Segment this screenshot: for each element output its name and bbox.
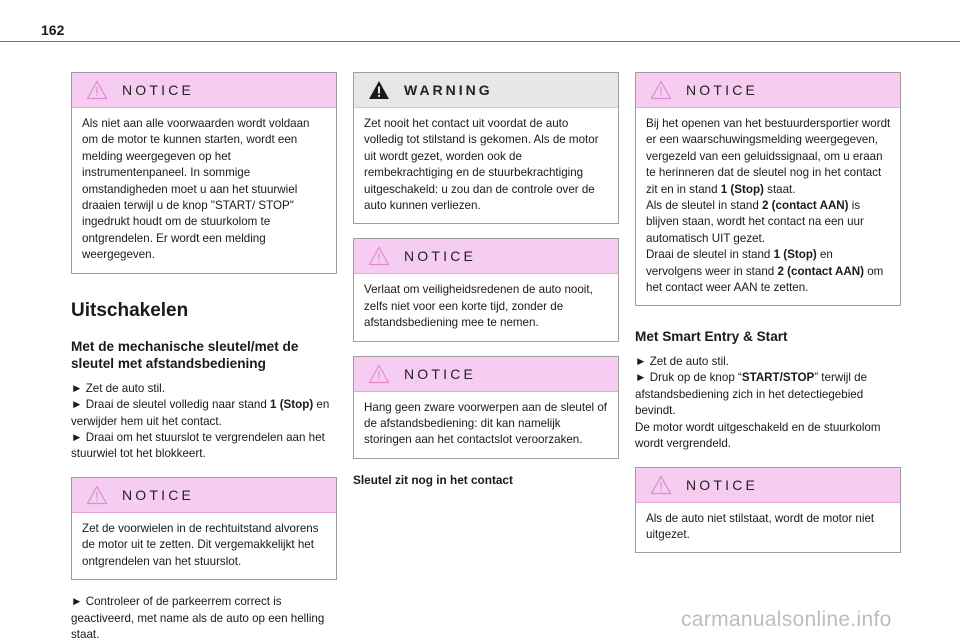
notice-box	[353, 356, 619, 459]
warning-header	[354, 73, 618, 108]
steps-paragraph	[71, 381, 337, 463]
notice-title: NOTICE	[686, 476, 759, 493]
notice-title: NOTICE	[122, 486, 195, 503]
caution-triangle-icon	[86, 80, 108, 100]
notice-title: NOTICE	[686, 82, 759, 98]
section-heading: Uitschakelen	[71, 299, 189, 321]
step-1: ► Zet de auto stil.	[635, 355, 729, 369]
notice-sentence: en vervolgens weer in stand	[646, 248, 833, 278]
notice-text: Als niet aan alle voorwaarden wordt voldaan om de motor te kunnen starten, wordt een melding weergegeven op het instrumentenpaneel. In sommige omstandigheden moet u aan het stuurwiel draaien terwijl u de knop "START/ STOP" ingedrukt houdt om de stuurkolom te ontgrendelen. Er wordt een melding weergegeven.	[82, 117, 310, 262]
notice-text: Verlaat om veiligheidsredenen de auto nooit, zelfs niet voor een korte tijd, zonder de afstandsbediening mee te nemen.	[364, 283, 593, 330]
notice-bold: 1 (Stop)	[720, 182, 764, 196]
watermark: carmanualsonline.info	[681, 608, 892, 631]
notice-box	[71, 477, 337, 580]
column-2	[353, 72, 619, 487]
notice-header	[636, 468, 900, 503]
notice-sentence: Bij het openen van het bestuurdersportier wordt er een waarschuwingsmelding weergegeven, vergezeld van een geluidssignaal, om u eraan te herinneren dat de sleutel nog in het contact zit en in stand	[646, 117, 891, 196]
notice-text: Hang geen zware voorwerpen aan de sleutel of de afstandsbediening: dit kan namelijk storingen aan het contactslot veroorzaken.	[364, 400, 607, 447]
step-2-bold: START/STOP	[741, 371, 815, 385]
column-1	[71, 72, 337, 640]
caution-triangle-icon	[368, 364, 390, 384]
column-3	[635, 72, 901, 567]
subsection-heading: Met de mechanische sleutel/met de sleutel met afstandsbediening	[71, 338, 299, 372]
notice-header	[72, 478, 336, 513]
notice-sentence: om het contact weer AAN te zetten.	[646, 264, 884, 295]
warning-title: WARNING	[404, 82, 493, 98]
notice-box	[353, 238, 619, 341]
notice-box	[635, 467, 901, 554]
step-2-tail: ” terwijl de afstandsbediening zich in het detectiegebied bevindt.	[635, 371, 868, 418]
warning-triangle-icon	[368, 80, 390, 100]
step-3: De motor wordt uitgeschakeld en de stuurkolom wordt vergrendeld.	[635, 420, 881, 451]
notice-header	[354, 239, 618, 274]
notice-title: NOTICE	[122, 82, 195, 98]
caution-triangle-icon	[368, 246, 390, 266]
notice-box	[71, 72, 337, 274]
subsection-heading: Sleutel zit nog in het contact	[353, 472, 513, 487]
page-number: 162	[41, 22, 65, 38]
notice-sentence: Draai de sleutel in stand	[646, 248, 774, 262]
step-2-text: ► Draai de sleutel volledig naar stand	[71, 398, 271, 412]
notice-bold: 1 (Stop)	[773, 248, 817, 262]
notice-sentence: staat.	[763, 182, 796, 196]
step-2-bold: 1 (Stop)	[270, 398, 314, 412]
caution-triangle-icon	[650, 80, 672, 100]
caution-triangle-icon	[650, 475, 672, 495]
header-rule	[0, 41, 960, 42]
notice-title: NOTICE	[404, 365, 477, 382]
notice-header	[354, 357, 618, 392]
step-2-text: ► Druk op de knop “	[635, 371, 742, 385]
parking-brake-step: ► Controleer of de parkeerrem correct is geactiveerd, met name als de auto op een helling staat.	[71, 595, 325, 640]
notice-header	[72, 73, 336, 108]
warning-box	[353, 72, 619, 224]
notice-box	[635, 72, 901, 306]
notice-text	[636, 108, 900, 305]
step-1: ► Zet de auto stil.	[71, 381, 165, 395]
caution-triangle-icon	[86, 485, 108, 505]
notice-title: NOTICE	[404, 248, 477, 265]
notice-bold: 2 (contact AAN)	[777, 264, 864, 278]
step-3: ► Draai om het stuurslot te vergrendelen aan het stuurwiel tot het blokkeert.	[71, 431, 325, 461]
notice-bold: 2 (contact AAN)	[762, 199, 849, 213]
notice-sentence: Als de sleutel in stand	[646, 199, 763, 213]
steps-paragraph	[635, 354, 901, 452]
notice-text: Zet de voorwielen in de rechtuitstand alvorens de motor uit te zetten. Dit vergemakkelijkt het ontgrendelen van het stuurslot.	[82, 521, 319, 568]
warning-text: Zet nooit het contact uit voordat de auto volledig tot stilstand is gekomen. Als de motor uit wordt gezet, worden ook de rembekrachtiging en de stuurbekrachtiging uitgeschakeld: u zou dan de controle over de auto kunnen verliezen.	[364, 117, 599, 213]
notice-header	[636, 73, 900, 108]
notice-text: Als de auto niet stilstaat, wordt de motor niet uitgezet.	[646, 511, 875, 541]
subsection-heading: Met Smart Entry & Start	[635, 329, 788, 345]
notice-sentence: is blijven staan, wordt het contact na een uur automatisch UIT gezet.	[646, 199, 864, 245]
step-2-tail: en verwijder hem uit het contact.	[71, 398, 330, 428]
